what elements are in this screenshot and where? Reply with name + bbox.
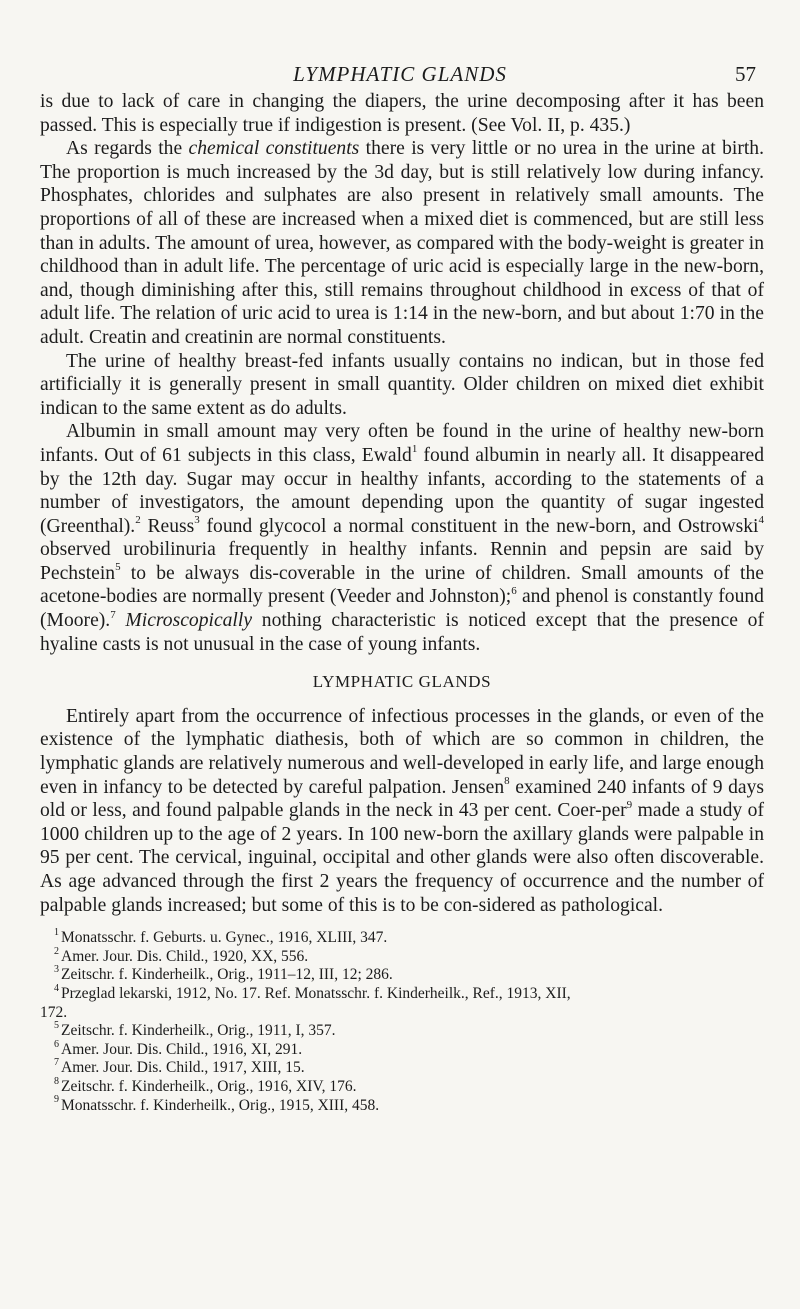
footnote-number: 8 — [54, 1075, 59, 1087]
footnote-number: 6 — [54, 1038, 59, 1050]
running-title: LYMPHATIC GLANDS — [293, 62, 507, 86]
text-run: there is very little or no urea in the urine at birth. The proportion is much increased by the 3d day, but is still relatively low during infancy. Phosphates, chlorides and sulphates are also present in relatively small amounts. The proportions of all of these are increased when a mixed diet is commenced, but are still less than in adults. The amount of urea, however, as compared with the body-weight is greater in childhood than in adult life. The percentage of uric acid is especially large in the new-born, and, though diminishing after this, still remains throughout childhood in excess of that of adult life. The relation of uric acid to urea is 1:14 in the new-born, and but about 1:70 in the adult. Creatin and creatinin are normal constituents. — [40, 138, 764, 348]
footnote — [40, 1059, 764, 1078]
footnote-ref: 2 — [135, 514, 141, 527]
footnote — [40, 1094, 764, 1116]
paragraph-indican: The urine of healthy breast-fed infants usually contains no indican, but in those fed artificially it is generally present in small quantity. Older children on mixed diet exhibit indican to the same extent as do adults. — [40, 350, 764, 419]
footnote — [40, 1022, 764, 1041]
text-run: Albumin in small amount may very often be found in the urine of healthy new-born infants. Out of 61 subjects in this class, Ewald — [40, 421, 764, 466]
footnote-text: Zeitschr. f. Kinderheilk., Orig., 1916, XIV, 176. — [61, 1077, 357, 1095]
paragraph-albumin — [40, 420, 764, 656]
footnote-text: Zeitschr. f. Kinderheilk., Orig., 1911, I, 357. — [61, 1022, 336, 1040]
page-body — [40, 90, 764, 1115]
text-run: and phenol is constantly found (Moore). — [40, 586, 764, 632]
footnote-text: Amer. Jour. Dis. Child., 1917, XIII, 15. — [61, 1059, 305, 1077]
text-run: examined 240 infants of 9 days old or less, and found palpable glands in the neck in 43 per cent. Coer-per — [40, 776, 765, 822]
footnote-text: Zeitschr. f. Kinderheilk., Orig., 1911–12, III, 12; 286. — [61, 966, 393, 984]
text-run: to be always dis-coverable in the urine of children. Small amounts of the acetone-bodies are normally present (Veeder and Johnston); — [40, 562, 764, 608]
paragraph-chemical-constituents — [40, 137, 764, 349]
text-run: observed urobilinuria frequently in healthy infants. Rennin and pepsin are said by Pechstein — [40, 539, 764, 584]
text-run: nothing characteristic is noticed except that the presence of hyaline casts is not unusual in the case of young infants. — [40, 610, 764, 655]
footnote-number: 1 — [54, 927, 59, 939]
text-run: As regards the — [66, 138, 189, 160]
footnote-ref: 3 — [194, 514, 200, 527]
footnote — [40, 929, 764, 948]
section-heading: LYMPHATIC GLANDS — [312, 672, 492, 692]
footnote-ref: 6 — [511, 584, 517, 597]
text-run: Reuss — [140, 515, 195, 537]
paragraph-lymphatic-glands — [40, 705, 764, 917]
footnote — [40, 1075, 764, 1097]
footnote-number: 2 — [54, 945, 59, 957]
footnote-number: 4 — [54, 982, 59, 994]
paragraph-urine-decomposing: is due to lack of care in changing the diapers, the urine decomposing after it has been passed. This is especially true if indigestion is present. (See Vol. II, p. 435.) — [40, 91, 764, 136]
footnote-text: Przeglad lekarski, 1912, No. 17. Ref. Monatsschr. f. Kinderheilk., Ref., 1913, XII, — [61, 984, 571, 1002]
footnote-number: 5 — [54, 1020, 59, 1031]
page-number: 57 — [735, 62, 756, 86]
footnote — [40, 966, 764, 985]
emphasis-chemical-constituents: chemical constituents — [188, 138, 360, 160]
footnote-ref: 4 — [758, 514, 764, 527]
footnote-ref: 8 — [504, 775, 510, 788]
footnote-ref: 9 — [626, 798, 633, 811]
footnote-continuation: 172. — [40, 1003, 68, 1021]
footnote — [40, 982, 764, 1004]
page-header — [40, 62, 760, 92]
emphasis-microscopically: Microscopically — [115, 610, 253, 632]
footnote-text: Monatsschr. f. Kinderheilk., Orig., 1915, XIII, 458. — [61, 1096, 380, 1114]
footnotes — [40, 929, 764, 1115]
footnote-ref: 7 — [110, 608, 116, 621]
footnote-ref: 1 — [411, 443, 418, 456]
footnote-text: Amer. Jour. Dis. Child., 1916, XI, 291. — [61, 1040, 303, 1058]
footnote-ref: 5 — [115, 561, 121, 574]
footnote — [40, 945, 764, 967]
footnote-number: 7 — [54, 1057, 59, 1069]
text-run: found glycocol a normal constituent in the new-born, and Ostrowski — [199, 515, 759, 537]
text-run: made a study of 1000 children up to the age of 2 years. In 100 new-born the axillary glands were palpable in 95 per cent. The cervical, inguinal, occipital and other glands were also often discoverable. As age advanced through the first 2 years the frequency of occurrence and the number of palpable glands increased; but some of this is to be con-sidered as pathological. — [40, 800, 764, 916]
footnote — [40, 1038, 764, 1060]
text-run: found albumin in nearly all. It disappeared by the 12th day. Sugar may occur in healthy infants, according to the statements of a number of investigators, the amount depending upon the quantity of sugar ingested (Greenthal). — [40, 444, 765, 537]
footnote-text: Monatsschr. f. Geburts. u. Gynec., 1916, XLIII, 347. — [61, 929, 388, 947]
text-run: Entirely apart from the occurrence of infectious processes in the glands, or even of the existence of the lymphatic diathesis, both of which are so common in children, the lymphatic glands are relatively numerous and well-developed in early life, and large enough even in infancy to be detected by careful palpation. Jensen — [40, 705, 764, 798]
footnote-number: 3 — [54, 964, 59, 976]
footnote-text: Amer. Jour. Dis. Child., 1920, XX, 556. — [61, 947, 309, 965]
footnote-number: 9 — [54, 1094, 59, 1106]
